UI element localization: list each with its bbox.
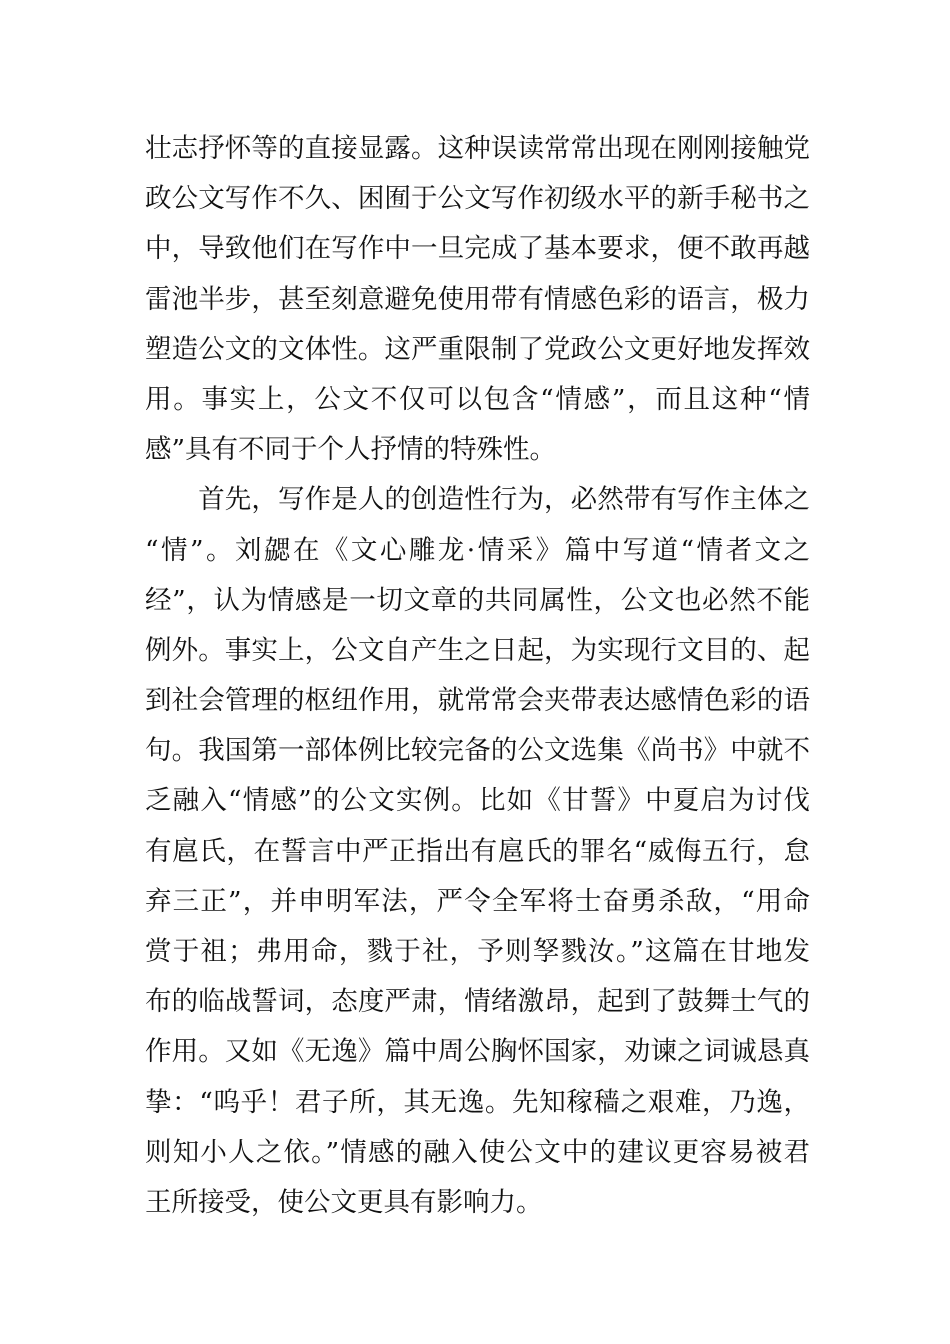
body-text xyxy=(145,124,810,1228)
text-line: 作用。又如《无逸》篇中周公胸怀国家，劝谏之词诚恳真 xyxy=(145,1036,810,1068)
text-line: 弃三正”，并申明军法，严令全军将士奋勇杀敌，“用命 xyxy=(145,885,810,917)
text-line: 感”具有不同于个人抒情的特殊性。 xyxy=(145,434,557,466)
text-line: 有扈氏，在誓言中严正指出有扈氏的罪名“威侮五行，怠 xyxy=(145,835,810,867)
text-line: 政公文写作不久、困囿于公文写作初级水平的新手秘书之 xyxy=(145,183,810,215)
paragraph-1 xyxy=(145,124,810,475)
text-line: 例外。事实上，公文自产生之日起，为实现行文目的、起 xyxy=(145,634,810,666)
text-line: 布的临战誓词，态度严肃，情绪激昂，起到了鼓舞士气的 xyxy=(145,986,810,1018)
text-line: 到社会管理的枢纽作用，就常常会夹带表达感情色彩的语 xyxy=(145,685,810,717)
text-line: 用。事实上，公文不仅可以包含“情感”，而且这种“情 xyxy=(145,383,810,415)
text-line: 乏融入“情感”的公文实例。比如《甘誓》中夏启为讨伐 xyxy=(145,785,810,817)
text-line: 挚：“呜乎！君子所，其无逸。先知稼穑之艰难，乃逸， xyxy=(145,1086,810,1118)
text-line: 雷池半步，甚至刻意避免使用带有情感色彩的语言，极力 xyxy=(145,283,810,315)
paragraph-2 xyxy=(145,475,810,1228)
text-line: 经”，认为情感是一切文章的共同属性，公文也必然不能 xyxy=(145,584,810,616)
text-line: 则知小人之依。”情感的融入使公文中的建议更容易被君 xyxy=(145,1136,810,1168)
text-line: 塑造公文的文体性。这严重限制了党政公文更好地发挥效 xyxy=(145,333,810,365)
text-line: 壮志抒怀等的直接显露。这种误读常常出现在刚刚接触党 xyxy=(145,133,810,164)
text-line: “情”。刘勰在《文心雕龙·情采》篇中写道“情者文之 xyxy=(145,534,810,566)
text-line: 赏于祖；弗用命，戮于社，予则孥戮汝。”这篇在甘地发 xyxy=(145,936,810,967)
text-line: 首先，写作是人的创造性行为，必然带有写作主体之 xyxy=(145,484,810,516)
text-line: 句。我国第一部体例比较完备的公文选集《尚书》中就不 xyxy=(145,735,810,767)
text-line: 中，导致他们在写作中一旦完成了基本要求，便不敢再越 xyxy=(145,233,810,265)
text-line: 王所接受，使公文更具有影响力。 xyxy=(145,1186,543,1218)
